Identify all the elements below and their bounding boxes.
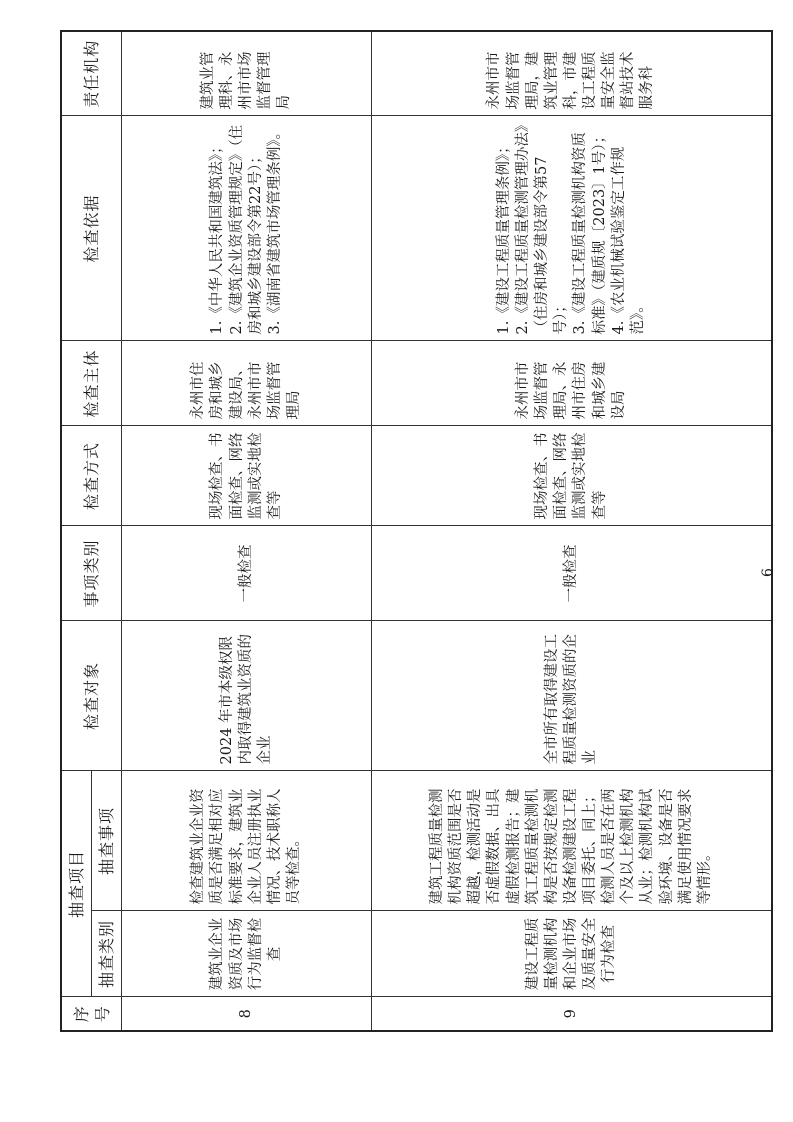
header-inspection-subject: 检查主体	[61, 341, 122, 426]
row-subject: 永州市住房和城乡建设局、永州市市场监督管理局	[122, 341, 372, 426]
basis-item: 3.《湖南省建筑市场管理条例》。	[266, 124, 283, 335]
row-object: 2024 年市本级权限内取得建筑业资质的企业	[122, 621, 372, 771]
header-inspection-object: 检查对象	[61, 621, 122, 771]
header-spot-check-item: 抽查项目	[61, 771, 92, 997]
table-row	[122, 31, 372, 1031]
basis-item: 1.《建设工程质量管理条例》；	[495, 139, 512, 335]
basis-item: 3.《建设工程质量检测机构资质标准》（建质规〔2023〕1号）；	[572, 128, 608, 335]
header-inspection-basis: 检查依据	[61, 116, 122, 341]
row-object: 全市所有取得建设工程质量检测资质的企业	[372, 621, 772, 771]
row-method: 现场检查、书面检查、网络监测或实地检查等	[372, 426, 772, 526]
header-seq: 序号	[61, 997, 122, 1031]
inspection-table	[60, 30, 773, 1032]
row-matter-type: 一般检查	[372, 526, 772, 621]
row-matter-type: 一般检查	[122, 526, 372, 621]
header-spot-check-matter: 抽查事项	[92, 771, 122, 911]
header-matter-type: 事项类别	[61, 526, 122, 621]
row-matter: 检查建筑业企业资质是否满足相对应标准要求，建筑业企业人员注册执业情况、技术职称人员等检查。	[122, 771, 372, 911]
header-spot-check-category: 抽查类别	[92, 911, 122, 997]
row-seq: 8	[122, 997, 372, 1031]
row-org: 永州市市场监督管理局，建筑业管理科，市建设工程质量安全监督站技术服务科	[372, 31, 772, 116]
basis-item: 1.《中华人民共和国建筑法》；	[209, 139, 226, 335]
row-basis	[372, 116, 772, 341]
row-category: 建设工程质量检测机构和企业市场及质量安全行为检查	[372, 911, 772, 997]
basis-item: 4.《农业机械试验鉴定工作规范》。	[610, 146, 646, 335]
row-matter: 建筑工程质量检测机构资质范围是否超越，检测活动是否虚假数据、出具虚假检测报告；建筑工程质量检测机构是否按规定检测设备检测建设工程项目委托、同上；检测人员是否在两个及以上检测机构从业；检测机构试验环境、设备是否满足使用情况要求等情形。	[372, 771, 772, 911]
page-number: 6	[760, 568, 776, 577]
row-category: 建筑业企业资质及市场行为监督检查	[122, 911, 372, 997]
row-seq: 9	[372, 997, 772, 1031]
row-basis	[122, 116, 372, 341]
row-org: 建筑业管理科、永州市市场监督管理局	[122, 31, 372, 116]
table-row	[372, 31, 772, 1031]
basis-item: 2.《建设工程质量检测管理办法》（住房和城乡建设部令第57号）；	[515, 124, 570, 335]
row-method: 现场检查、书面检查、网络监测或实地检查等	[122, 426, 372, 526]
header-responsible-org: 责任机构	[61, 31, 122, 116]
row-subject: 永州市市场监督管理局、永州市住房和城乡建设局	[372, 341, 772, 426]
header-row-1	[61, 31, 92, 1031]
header-inspection-method: 检查方式	[61, 426, 122, 526]
basis-item: 2.《建筑企业资质管理规定》（住房和城乡建设部令第22号）；	[228, 124, 264, 335]
